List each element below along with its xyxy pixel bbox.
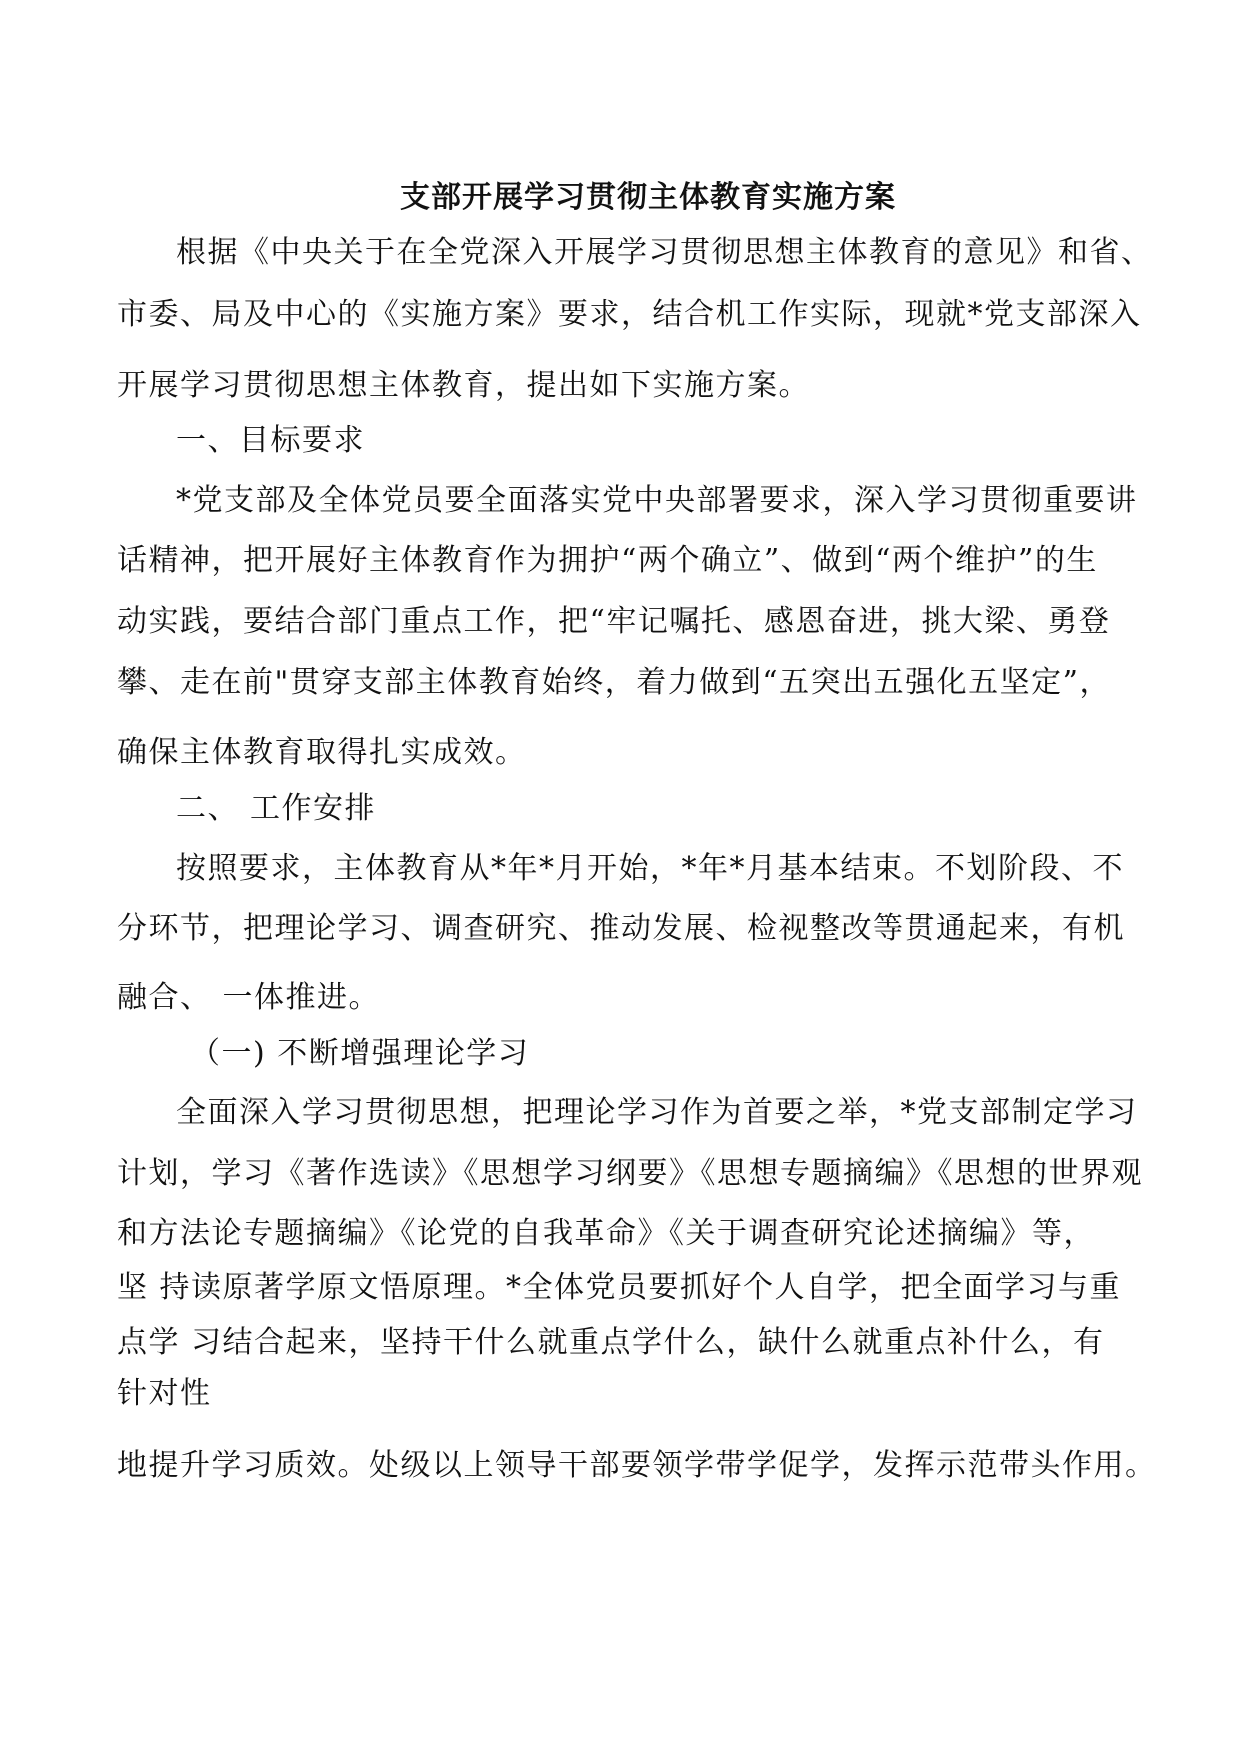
paragraph-line: 话精神，把开展好主体教育作为拥护“两个确立”、做到“两个维护”的生 xyxy=(117,543,1098,578)
paragraph-line: 计划，学习《著作选读》《思想学习纲要》《思想专题摘编》《思想的世界观 xyxy=(117,1156,1143,1191)
paragraph-line: 针对性 xyxy=(117,1376,212,1411)
paragraph-line: 市委、局及中心的《实施方案》要求，结合机工作实际，现就*党支部深入 xyxy=(117,297,1142,332)
paragraph-line: 开展学习贯彻思想主体教育，提出如下实施方案。 xyxy=(117,368,810,403)
paragraph-line: 分环节，把理论学习、调查研究、推动发展、检视整改等贯通起来，有机 xyxy=(117,911,1125,946)
paragraph-line: 攀、走在前"贯穿支部主体教育始终，着力做到“五突出五强化五坚定”， xyxy=(117,665,1111,700)
paragraph-line: 动实践，要结合部门重点工作，把“牢记嘱托、感恩奋进，挑大梁、勇登 xyxy=(117,604,1111,639)
paragraph-line: 按照要求，主体教育从*年*月开始，*年*月基本结束。不划阶段、不 xyxy=(176,851,1124,886)
paragraph-line: 根据《中央关于在全党深入开展学习贯彻思想主体教育的意见》和省、 xyxy=(176,235,1153,270)
paragraph-line: *党支部及全体党员要全面落实党中央部署要求，深入学习贯彻重要讲 xyxy=(176,483,1138,518)
document-title: 支部开展学习贯彻主体教育实施方案 xyxy=(400,180,896,215)
subsection-heading: （一) 不断增强理论学习 xyxy=(190,1036,530,1071)
paragraph-line: 地提升学习质效。处级以上领导干部要领学带学促学，发挥示范带头作用。 xyxy=(117,1448,1157,1483)
paragraph-line: 和方法论专题摘编》《论党的自我革命》《关于调查研究论述摘编》等， xyxy=(117,1216,1095,1251)
section-heading: 一、目标要求 xyxy=(176,423,365,458)
paragraph-line: 融合、 一体推进。 xyxy=(117,980,381,1015)
section-heading: 二、 工作安排 xyxy=(176,791,377,826)
paragraph-line: 坚 持读原著学原文悟原理。*全体党员要抓好个人自学，把全面学习与重 xyxy=(117,1270,1122,1305)
paragraph-line: 全面深入学习贯彻思想，把理论学习作为首要之举，*党支部制定学习 xyxy=(176,1095,1138,1130)
paragraph-line: 确保主体教育取得扎实成效。 xyxy=(117,735,527,770)
paragraph-line: 点学 习结合起来，坚持干什么就重点学什么，缺什么就重点补什么，有 xyxy=(117,1325,1105,1360)
